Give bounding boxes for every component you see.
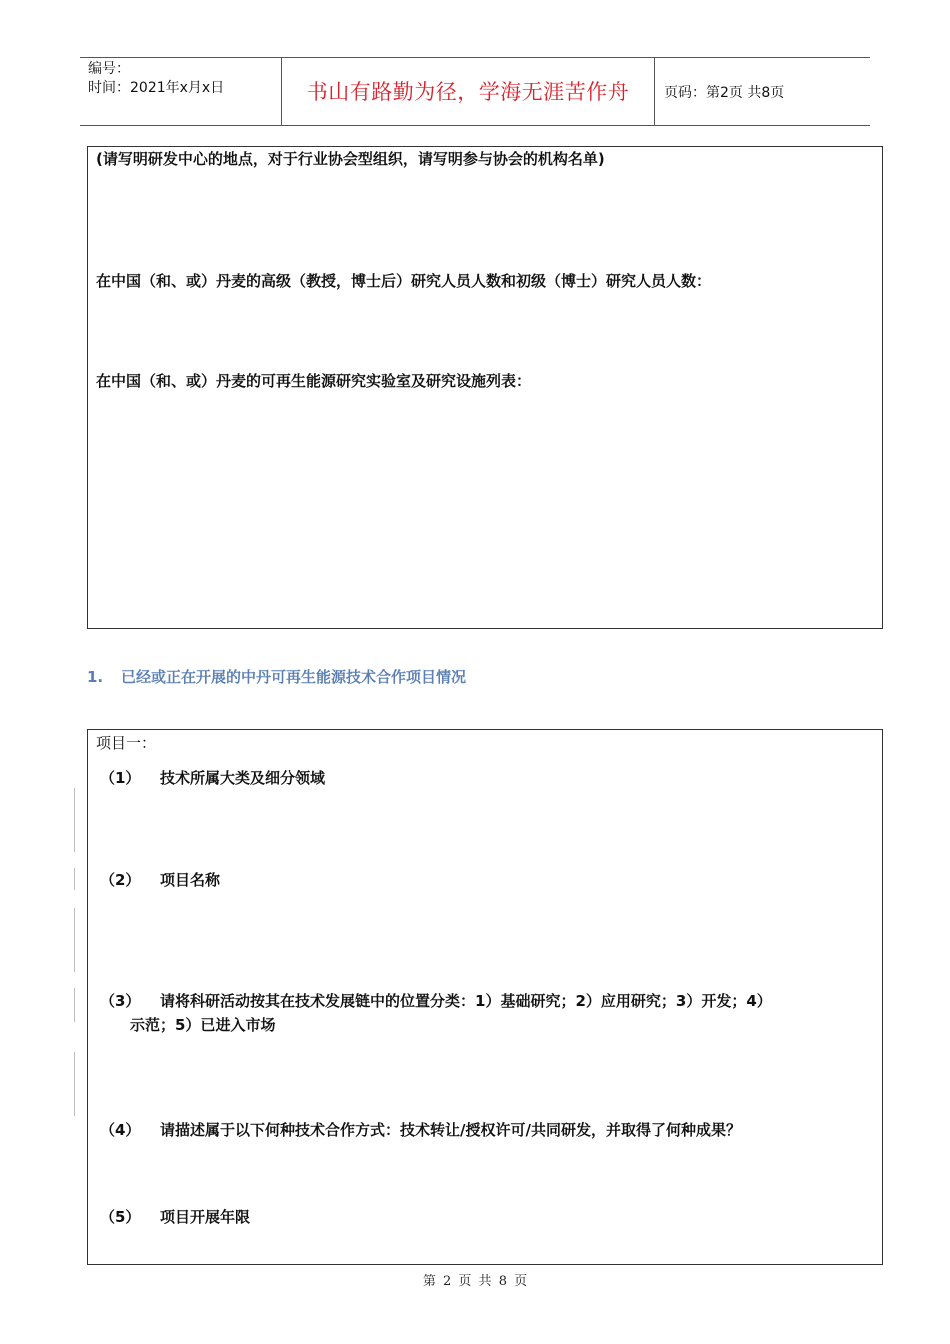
project-item-3 — [100, 989, 772, 1013]
project-item-4 — [100, 1118, 741, 1142]
header-page-info: 页码：第2页 共8页 — [664, 85, 785, 101]
item-number: （1） — [100, 769, 141, 787]
section-number: 1. — [87, 668, 104, 686]
margin-mark — [74, 988, 75, 1022]
project-item-3-continued: 示范；5）已进入市场 — [130, 1016, 276, 1034]
item-text: 项目名称 — [160, 871, 221, 889]
margin-mark — [74, 788, 75, 852]
margin-mark — [74, 868, 75, 890]
item-text: 请将科研活动按其在技术发展链中的位置分类：1）基础研究；2）应用研究；3）开发；4） — [160, 992, 772, 1010]
document-time-label: 时间：2021年x月x日 — [88, 80, 225, 96]
section-heading — [87, 666, 466, 687]
header-meta — [88, 60, 224, 98]
project-item-5 — [100, 1205, 250, 1229]
item-text: 请描述属于以下何种技术合作方式：技术转让/授权许可/共同研发，并取得了何种成果？ — [160, 1121, 741, 1139]
margin-mark — [74, 1052, 75, 1116]
document-code-label: 编号： — [88, 61, 130, 77]
research-center-info-box[interactable] — [87, 146, 883, 629]
labs-list-question: 在中国（和、或）丹麦的可再生能源研究实验室及研究设施列表： — [96, 372, 532, 390]
item-number: （4） — [100, 1121, 141, 1139]
item-text: 技术所属大类及细分领域 — [160, 769, 326, 787]
header-divider-right — [654, 57, 655, 125]
item-text: 项目开展年限 — [160, 1208, 251, 1226]
item-number: （2） — [100, 871, 141, 889]
project-title: 项目一： — [96, 734, 157, 752]
item-number: （3） — [100, 992, 141, 1010]
margin-mark — [74, 908, 75, 972]
section-title: 已经或正在开展的中丹可再生能源技术合作项目情况 — [121, 668, 467, 686]
project-item-2 — [100, 868, 220, 892]
staff-count-question: 在中国（和、或）丹麦的高级（教授，博士后）研究人员人数和初级（博士）研究人员人数： — [96, 272, 712, 290]
project-item-1 — [100, 766, 325, 790]
header-motto: 书山有路勤为径，学海无涯苦作舟 — [306, 80, 630, 104]
project-one-box[interactable] — [87, 729, 883, 1265]
research-center-note: (请写明研发中心的地点，对于行业协会型组织，请写明参与协会的机构名单) — [96, 150, 605, 168]
item-number: （5） — [100, 1208, 141, 1226]
header-bottom-rule — [80, 125, 870, 126]
page-footer: 第 2 页 共 8 页 — [422, 1274, 528, 1289]
